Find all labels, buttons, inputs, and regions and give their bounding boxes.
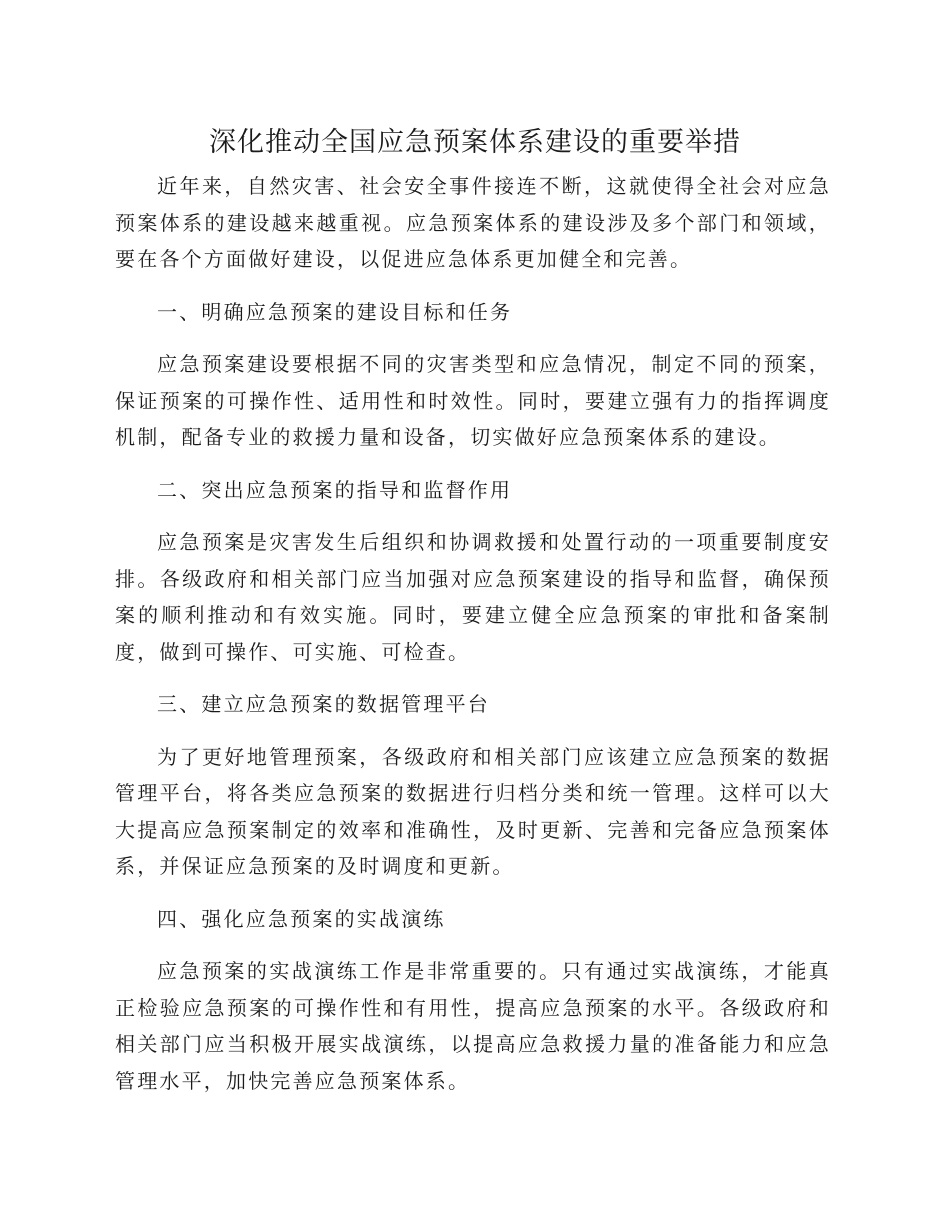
spacer (115, 330, 831, 346)
spacer (115, 937, 831, 953)
section-heading-2: 二、突出应急预案的指导和监督作用 (157, 477, 513, 502)
document-body (115, 168, 831, 1099)
spacer (115, 278, 831, 294)
section-heading-4: 四、强化应急预案的实战演练 (157, 906, 446, 931)
spacer (115, 885, 831, 901)
section-body-4: 应急预案的实战演练工作是非常重要的。只有通过实战演练，才能真正检验应急预案的可操作性和有用性，提高应急预案的水平。各级政府和相关部门应当积极开展实战演练，以提高应急救援力量的准备能力和应急管理水平，加快完善应急预案体系。 (115, 959, 831, 1093)
spacer (115, 456, 831, 472)
section-body-2: 应急预案是灾害发生后组织和协调救援和处置行动的一项重要制度安排。各级政府和相关部门应当加强对应急预案建设的指导和监督，确保预案的顺利推动和有效实施。同时，要建立健全应急预案的审批和备案制度，做到可操作、可实施、可检查。 (115, 530, 831, 664)
spacer (115, 508, 831, 524)
spacer (115, 723, 831, 739)
intro-paragraph: 近年来，自然灾害、社会安全事件接连不断，这就使得全社会对应急预案体系的建设越来越重视。应急预案体系的建设涉及多个部门和领域，要在各个方面做好建设，以促进应急体系更加健全和完善。 (115, 174, 831, 271)
section-heading-3: 三、建立应急预案的数据管理平台 (157, 692, 490, 716)
document-title: 深化推动全国应急预案体系建设的重要举措 (209, 127, 741, 158)
spacer (115, 670, 831, 686)
section-body-1: 应急预案建设要根据不同的灾害类型和应急情况，制定不同的预案，保证预案的可操作性、适用性和时效性。同时，要建立强有力的指挥调度机制，配备专业的救援力量和设备，切实做好应急预案体系的建设。 (115, 352, 831, 449)
section-heading-1: 一、明确应急预案的建设目标和任务 (157, 299, 513, 324)
section-body-3: 为了更好地管理预案，各级政府和相关部门应该建立应急预案的数据管理平台，将各类应急预案的数据进行归档分类和统一管理。这样可以大大提高应急预案制定的效率和准确性，及时更新、完善和完备应急预案体系，并保证应急预案的及时调度和更新。 (115, 744, 831, 878)
